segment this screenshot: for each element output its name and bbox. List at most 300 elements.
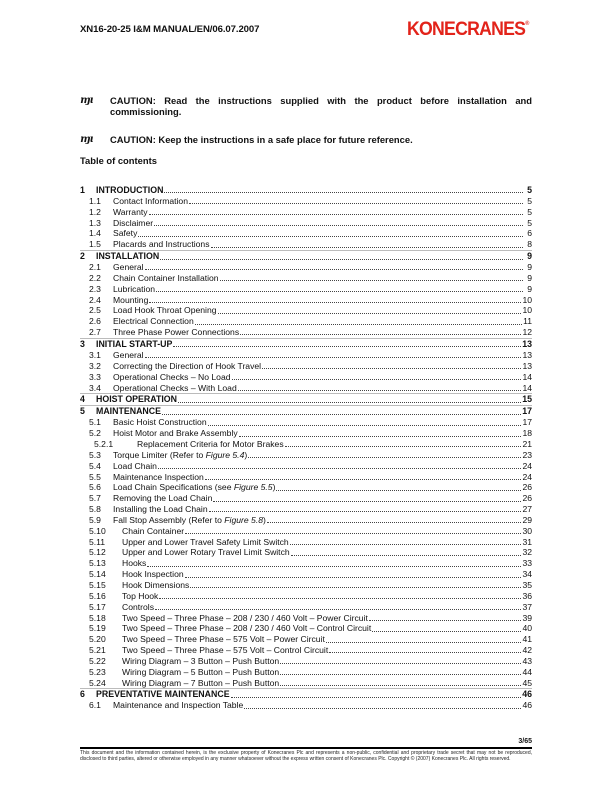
- toc-entry-title-text: Contact Information: [113, 195, 188, 206]
- toc-section-entry[interactable]: [80, 383, 532, 394]
- toc-entry-title-text: Load Hook Throat Opening: [113, 305, 217, 316]
- toc-entry-number: 5.2.1: [94, 439, 114, 450]
- toc-entry-number: 5.4: [89, 460, 101, 471]
- toc-entry-number: 5.22: [89, 655, 106, 666]
- toc-entry-title-text: INTRODUCTION: [96, 185, 164, 195]
- dot-leader: [185, 577, 522, 578]
- toc-entry-number: 1: [80, 185, 85, 195]
- toc-section-entry[interactable]: [80, 602, 532, 613]
- dot-leader: [159, 598, 521, 599]
- toc-entry-page: 26: [522, 493, 532, 504]
- toc-entry-title-text: Lubrication: [113, 283, 156, 294]
- toc-entry-number: 5.16: [89, 590, 106, 601]
- toc-entry-number: 5.23: [89, 666, 106, 677]
- dot-leader: [231, 697, 522, 698]
- toc-entry-title-text: Upper and Lower Travel Safety Limit Switch: [122, 536, 289, 547]
- toc-entry-title-text: Load Chain: [113, 460, 157, 471]
- toc-entry-title: [122, 678, 279, 689]
- toc-entry-number: 1.5: [89, 239, 101, 250]
- toc-entry-page: 21: [522, 439, 532, 450]
- toc-entry-number: 4: [80, 394, 85, 405]
- toc-entry-title: [122, 623, 371, 634]
- toc-entry-number: 3.1: [89, 349, 101, 360]
- logo-text: KONECRANES: [407, 19, 526, 40]
- toc-section-entry[interactable]: [80, 645, 532, 656]
- toc-entry-page: 14: [522, 382, 532, 393]
- toc-entry-title: [122, 645, 328, 656]
- toc-entry-number: 5.6: [89, 482, 101, 493]
- toc-entry-page: 44: [522, 666, 532, 677]
- toc-entry-title: [113, 218, 153, 229]
- toc-entry-title-tail: ): [263, 514, 266, 525]
- caution-hand-icon: ɱɩ: [80, 134, 93, 145]
- toc-entry-title-text: Basic Hoist Construction: [113, 417, 207, 428]
- toc-entry-title: [113, 504, 208, 515]
- toc-entry-page: 30: [522, 525, 532, 536]
- toc-chapter-entry[interactable]: [80, 688, 532, 700]
- toc-section-entry[interactable]: [80, 207, 532, 218]
- toc-entry-page: 6: [527, 228, 532, 239]
- dot-leader: [145, 357, 522, 358]
- toc-entry-page: 43: [522, 655, 532, 666]
- toc-entry-title: [113, 383, 237, 394]
- dot-leader: [178, 402, 521, 403]
- toc-section-entry[interactable]: [80, 580, 532, 591]
- toc-chapter-entry[interactable]: [80, 250, 532, 262]
- toc-entry-number: 3.3: [89, 371, 101, 382]
- toc-entry-title-text: Controls: [122, 601, 154, 612]
- toc-section-entry[interactable]: [80, 273, 532, 284]
- toc-entry-number: 5.15: [89, 580, 106, 590]
- toc-entry-title: [113, 196, 188, 207]
- toc-entry-title: [113, 472, 204, 483]
- toc-entry-title-text: Hook Dimensions: [122, 580, 190, 590]
- toc-entry-number: 2: [80, 251, 85, 262]
- toc-entry-page: 42: [522, 645, 532, 656]
- toc-entry-number: 1.1: [89, 195, 101, 206]
- dot-leader: [290, 544, 522, 545]
- dot-leader: [280, 663, 521, 664]
- dot-leader: [208, 425, 522, 426]
- dot-leader: [205, 479, 522, 480]
- toc-entry-number: 5.9: [89, 514, 101, 525]
- dot-leader: [329, 652, 521, 653]
- dot-leader: [190, 587, 521, 588]
- toc-entry-title-tail: ): [272, 482, 276, 493]
- toc-entry-number: 5.7: [89, 493, 101, 504]
- toc-entry-title: [96, 185, 163, 196]
- toc-section-entry[interactable]: [80, 228, 532, 239]
- toc-section-entry[interactable]: [80, 591, 532, 602]
- toc-entry-title: [96, 339, 172, 350]
- toc-entry-page: 39: [522, 612, 532, 623]
- figure-reference: Figure 5.5: [233, 482, 273, 493]
- caution-hand-icon: ɱɩ: [80, 95, 93, 106]
- toc-section-entry[interactable]: [80, 372, 532, 383]
- toc-chapter-entry[interactable]: [80, 393, 532, 405]
- toc-section-entry[interactable]: [80, 295, 532, 306]
- toc-entry-page: 17: [522, 417, 532, 428]
- toc-entry-title: [122, 580, 189, 591]
- dot-leader: [155, 609, 521, 610]
- toc-entry-number: 5.17: [89, 601, 106, 612]
- toc-entry-page: 14: [522, 371, 532, 382]
- toc-entry-number: 6.1: [89, 700, 101, 711]
- toc-entry-page: 18: [522, 428, 532, 439]
- dot-leader: [164, 192, 523, 193]
- dot-leader: [280, 674, 521, 675]
- dot-leader: [285, 446, 522, 447]
- toc-section-entry[interactable]: [80, 569, 532, 580]
- toc-section-entry[interactable]: [80, 417, 532, 428]
- toc-entry-number: 5.10: [89, 525, 106, 536]
- toc-section-entry[interactable]: [80, 656, 532, 667]
- toc-entry-page: 13: [522, 338, 532, 349]
- dot-leader: [158, 468, 521, 469]
- dot-leader: [209, 511, 522, 512]
- dot-leader: [291, 555, 522, 556]
- toc-entry-page: 23: [522, 449, 532, 460]
- toc-entry-number: 3: [80, 338, 85, 349]
- toc-entry-number: 6: [80, 689, 85, 700]
- dot-leader: [185, 533, 521, 534]
- toc-entry-number: 1.3: [89, 217, 101, 228]
- toc-entry-title-text: Maintenance and Inspection Table: [113, 700, 244, 711]
- konecranes-logo: [407, 19, 529, 41]
- toc-entry-title: [122, 656, 279, 667]
- figure-reference: Figure 5.8: [224, 514, 263, 525]
- toc-section-entry[interactable]: [80, 284, 532, 295]
- toc-entry-page: 35: [522, 580, 532, 590]
- toc-entry-title-text: Fall Stop Assembly (Refer to: [113, 514, 225, 525]
- registered-mark: ®: [525, 21, 529, 27]
- table-of-contents: [80, 185, 532, 711]
- toc-entry-title-text: Two Speed – Three Phase – 575 Volt – Control Circuit: [122, 645, 329, 656]
- toc-entry-title-text: MAINTENANCE: [96, 406, 161, 417]
- toc-entry-title-text: General: [113, 262, 144, 273]
- toc-entry-page: 31: [522, 536, 532, 547]
- toc-entry-title: [113, 361, 261, 372]
- toc-entry-title-text: Mounting: [113, 294, 149, 305]
- toc-entry-number: 5.1: [89, 417, 101, 428]
- toc-chapter-entry[interactable]: [80, 338, 532, 350]
- toc-entry-title-text: Wiring Diagram – 3 Button – Push Button: [122, 655, 280, 666]
- toc-entry-page: 32: [522, 547, 532, 558]
- toc-entry-page: 46: [522, 689, 532, 700]
- toc-section-entry[interactable]: [80, 547, 532, 558]
- toc-entry-title: [113, 316, 194, 327]
- toc-entry-page: 15: [522, 394, 532, 405]
- dot-leader: [326, 642, 522, 643]
- toc-entry-number: 5.21: [89, 645, 106, 656]
- toc-entry-title-text: Placards and Instructions: [113, 239, 210, 250]
- toc-entry-page: 45: [522, 677, 532, 688]
- dot-leader: [280, 685, 521, 686]
- toc-entry-title: [113, 239, 210, 250]
- dot-leader: [173, 346, 521, 347]
- toc-entry-number: 5.14: [89, 569, 106, 580]
- toc-entry-title-text: INITIAL START-UP: [96, 338, 173, 349]
- toc-entry-title-text: Three Phase Power Connections: [113, 327, 240, 338]
- toc-entry-title-text: Hoist Motor and Brake Assembly: [113, 428, 238, 439]
- toc-section-entry[interactable]: [80, 218, 532, 229]
- toc-section-entry[interactable]: [80, 350, 532, 361]
- toc-entry-page: 33: [522, 558, 532, 569]
- figure-reference: Figure 5.4: [205, 449, 245, 460]
- toc-entry-number: 5.2: [89, 428, 101, 439]
- toc-entry-page: 17: [522, 406, 532, 417]
- dot-leader: [244, 708, 521, 709]
- toc-entry-number: 5.20: [89, 634, 106, 645]
- toc-entry-title: [113, 417, 207, 428]
- dot-leader: [240, 334, 521, 335]
- toc-entry-title-text: Hook Inspection: [122, 569, 184, 580]
- toc-entry-number: 2.2: [89, 272, 101, 283]
- toc-entry-title: [113, 228, 137, 239]
- toc-entry-title: [96, 406, 161, 417]
- toc-chapter-entry[interactable]: [80, 405, 532, 417]
- toc-entry-page: 9: [527, 251, 532, 262]
- toc-entry-page: 41: [522, 634, 532, 645]
- page-number: 3/65: [518, 738, 532, 745]
- toc-entry-title: [113, 207, 148, 218]
- toc-entry-title: [113, 515, 266, 526]
- toc-entry-title-text: INSTALLATION: [96, 251, 160, 262]
- caution-text: CAUTION: Keep the instructions in a safe place for future reference.: [110, 134, 413, 145]
- toc-entry-page: 5: [527, 195, 532, 206]
- toc-section-entry[interactable]: [80, 239, 532, 250]
- dot-leader: [147, 566, 521, 567]
- toc-entry-title: [122, 613, 368, 624]
- toc-entry-page: 8: [527, 239, 532, 250]
- toc-entry-page: 26: [522, 482, 532, 493]
- toc-section-entry[interactable]: [80, 558, 532, 569]
- dot-leader: [267, 522, 522, 523]
- toc-entry-title: [96, 394, 177, 405]
- toc-entry-title: [113, 493, 212, 504]
- toc-entry-page: 11: [523, 316, 532, 327]
- toc-entry-page: 5: [527, 217, 532, 228]
- dot-leader: [248, 457, 521, 458]
- toc-entry-title-text: Safety: [113, 228, 138, 239]
- toc-section-entry[interactable]: [80, 613, 532, 624]
- toc-entry-title: [96, 251, 159, 262]
- dot-leader: [238, 390, 522, 391]
- dot-leader: [218, 313, 522, 314]
- toc-section-entry[interactable]: [80, 472, 532, 483]
- toc-section-entry[interactable]: [80, 196, 532, 207]
- dot-leader: [156, 291, 523, 292]
- toc-section-entry[interactable]: [80, 482, 532, 493]
- toc-entry-number: 5.13: [89, 558, 106, 569]
- toc-entry-number: 2.6: [89, 316, 101, 327]
- toc-entry-title-tail: ): [244, 449, 248, 460]
- toc-section-entry[interactable]: [80, 634, 532, 645]
- toc-entry-title-text: Warranty: [113, 206, 148, 217]
- toc-section-entry[interactable]: [80, 450, 532, 461]
- toc-section-entry[interactable]: [80, 439, 532, 450]
- dot-leader: [369, 620, 522, 621]
- toc-section-entry[interactable]: [80, 305, 532, 316]
- toc-entry-number: 5.11: [89, 536, 106, 547]
- toc-entry-number: 2.4: [89, 294, 101, 305]
- legal-notice: This document and the information contained herein, is the exclusive property of Konecranes Plc and represents a non-public, confidential and proprietary trade secret that may not be reproduced, disclosed to third parties, altered or otherwise employed in any manner whatsoever without the express written consent of Konecranes Plc. Copyright © (2007) Konecranes Plc. All rights reserved.: [80, 750, 532, 763]
- toc-entry-page: 10: [522, 294, 532, 305]
- toc-entry-number: 1.4: [89, 228, 101, 239]
- toc-entry-number: 5: [80, 406, 85, 417]
- toc-section-entry[interactable]: [80, 327, 532, 338]
- caution-note-1: [80, 95, 532, 117]
- toc-entry-title: [122, 667, 279, 678]
- caution-text: CAUTION: Read the instructions supplied with the product before installation and commissioning.: [110, 95, 532, 117]
- dot-leader: [189, 203, 523, 204]
- toc-entry-page: 29: [522, 514, 532, 525]
- dot-leader: [162, 414, 521, 415]
- toc-entry-title: [122, 602, 154, 613]
- toc-entry-page: 13: [522, 349, 532, 360]
- toc-entry-title: [122, 547, 290, 558]
- dot-leader: [276, 490, 521, 491]
- toc-entry-title: [113, 262, 144, 273]
- toc-entry-title: [113, 482, 275, 493]
- toc-entry-title-text: Replacement Criteria for Motor Brakes: [137, 439, 284, 450]
- toc-section-entry[interactable]: [80, 316, 532, 327]
- toc-entry-number: 1.2: [89, 206, 101, 217]
- toc-entry-title-text: Hooks: [122, 558, 147, 569]
- toc-entry-number: 5.18: [89, 612, 106, 623]
- toc-entry-number: 2.7: [89, 327, 101, 338]
- toc-entry-title-text: Operational Checks – With Load: [113, 382, 237, 393]
- toc-section-entry[interactable]: [80, 493, 532, 504]
- dot-leader: [262, 368, 521, 369]
- toc-entry-title: [96, 689, 230, 700]
- toc-entry-title: [113, 295, 148, 306]
- toc-entry-title: [113, 428, 238, 439]
- toc-entry-title-text: Operational Checks – No Load: [113, 371, 231, 382]
- toc-entry-number: 5.19: [89, 623, 106, 634]
- caution-note-2: [80, 134, 532, 145]
- dot-leader: [149, 302, 521, 303]
- toc-section-entry[interactable]: [80, 504, 532, 515]
- toc-entry-title: [137, 439, 284, 450]
- dot-leader: [220, 280, 523, 281]
- toc-heading: Table of contents: [80, 155, 157, 166]
- dot-leader: [138, 236, 523, 237]
- footer-divider: [80, 747, 532, 749]
- toc-entry-title: [122, 537, 289, 548]
- toc-entry-title: [113, 284, 155, 295]
- toc-section-entry[interactable]: [80, 623, 532, 634]
- toc-section-entry[interactable]: [80, 515, 532, 526]
- toc-entry-title-text: Two Speed – Three Phase – 208 / 230 / 460 Volt – Control Circuit: [122, 623, 372, 634]
- toc-entry-title-text: Wiring Diagram – 7 Button – Push Button: [122, 677, 280, 688]
- toc-entry-title: [113, 700, 243, 711]
- toc-entry-title-text: Two Speed – Three Phase – 575 Volt – Power Circuit: [122, 634, 325, 645]
- toc-section-entry[interactable]: [80, 700, 532, 711]
- toc-entry-page: 40: [522, 623, 532, 634]
- toc-entry-title-text: Removing the Load Chain: [113, 493, 213, 504]
- toc-section-entry[interactable]: [80, 526, 532, 537]
- toc-entry-title: [122, 569, 184, 580]
- toc-entry-title-text: Chain Container Installation: [113, 272, 219, 283]
- toc-entry-title-text: Upper and Lower Rotary Travel Limit Switch: [122, 547, 290, 558]
- toc-entry-page: 46: [522, 700, 532, 711]
- toc-entry-number: 3.4: [89, 382, 101, 393]
- toc-entry-title: [113, 450, 247, 461]
- toc-entry-title: [113, 273, 219, 284]
- dot-leader: [239, 436, 522, 437]
- dot-leader: [232, 379, 522, 380]
- toc-section-entry[interactable]: [80, 428, 532, 439]
- toc-entry-page: 9: [527, 283, 532, 294]
- toc-entry-page: 5: [527, 206, 532, 217]
- dot-leader: [195, 324, 522, 325]
- toc-entry-title: [113, 372, 231, 383]
- dot-leader: [372, 631, 521, 632]
- toc-entry-page: 36: [522, 590, 532, 601]
- toc-entry-number: 2.1: [89, 262, 101, 273]
- toc-entry-title: [113, 461, 157, 472]
- toc-entry-page: 9: [527, 262, 532, 273]
- toc-chapter-entry[interactable]: [80, 185, 532, 196]
- dot-leader: [145, 269, 523, 270]
- toc-entry-page: 37: [522, 601, 532, 612]
- toc-entry-number: 5.8: [89, 504, 101, 515]
- toc-entry-page: 13: [522, 360, 532, 371]
- toc-entry-title-text: Two Speed – Three Phase – 208 / 230 / 460 Volt – Power Circuit: [122, 612, 368, 623]
- toc-entry-number: 5.24: [89, 677, 106, 688]
- toc-entry-page: 9: [527, 272, 532, 283]
- toc-entry-title-text: Torque Limiter (Refer to: [113, 449, 206, 460]
- toc-entry-title-text: HOIST OPERATION: [96, 394, 177, 405]
- toc-section-entry[interactable]: [80, 461, 532, 472]
- toc-section-entry[interactable]: [80, 262, 532, 273]
- toc-entry-title: [113, 305, 217, 316]
- toc-entry-number: 2.5: [89, 305, 101, 316]
- toc-entry-title-text: PREVENTATIVE MAINTENANCE: [96, 689, 230, 700]
- toc-entry-title: [122, 634, 325, 645]
- toc-entry-page: 24: [522, 460, 532, 471]
- toc-entry-title-text: Installing the Load Chain: [113, 504, 208, 515]
- toc-entry-number: 3.2: [89, 360, 101, 371]
- toc-entry-number: 5.3: [89, 449, 101, 460]
- toc-entry-number: 5.5: [89, 471, 101, 482]
- toc-entry-page: 10: [522, 305, 532, 316]
- toc-entry-page: 27: [522, 504, 532, 515]
- toc-entry-number: 5.12: [89, 547, 106, 558]
- toc-entry-title-text: Wiring Diagram – 5 Button – Push Button: [122, 666, 280, 677]
- toc-section-entry[interactable]: [80, 361, 532, 372]
- dot-leader: [160, 259, 523, 260]
- toc-section-entry[interactable]: [80, 678, 532, 689]
- dot-leader: [149, 214, 523, 215]
- toc-entry-title-text: Disclaimer: [113, 217, 154, 228]
- toc-entry-page: 24: [522, 471, 532, 482]
- toc-section-entry[interactable]: [80, 537, 532, 548]
- toc-entry-page: 34: [522, 569, 532, 580]
- toc-entry-title-text: General: [113, 349, 144, 360]
- toc-entry-title-text: Load Chain Specifications (see: [113, 482, 234, 493]
- toc-entry-page: 12: [522, 327, 532, 338]
- document-id: XN16-20-25 I&M MANUAL/EN/06.07.2007: [80, 24, 260, 35]
- toc-entry-title-text: Correcting the Direction of Hook Travel: [113, 360, 262, 371]
- toc-section-entry[interactable]: [80, 667, 532, 678]
- toc-entry-title: [113, 350, 144, 361]
- dot-leader: [211, 247, 524, 248]
- toc-entry-title-text: Chain Container: [122, 525, 185, 536]
- toc-entry-title: [122, 526, 184, 537]
- toc-entry-number: 2.3: [89, 283, 101, 294]
